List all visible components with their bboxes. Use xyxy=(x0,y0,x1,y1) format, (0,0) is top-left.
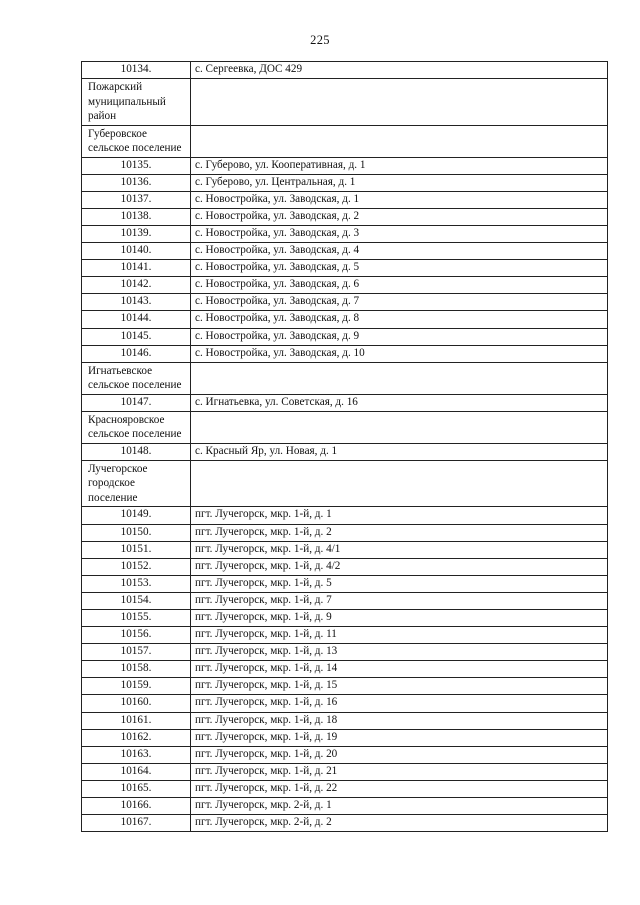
table-row xyxy=(82,678,608,695)
row-number: 10145. xyxy=(82,328,191,345)
table-row xyxy=(82,243,608,260)
row-number: 10143. xyxy=(82,294,191,311)
section-header-row xyxy=(82,362,608,394)
row-address: пгт. Лучегорск, мкр. 1-й, д. 16 xyxy=(191,695,608,712)
section-empty-cell xyxy=(191,125,608,157)
table-row xyxy=(82,695,608,712)
row-number: 10144. xyxy=(82,311,191,328)
row-number: 10165. xyxy=(82,780,191,797)
row-number: 10158. xyxy=(82,661,191,678)
row-address: с. Новостройка, ул. Заводская, д. 4 xyxy=(191,243,608,260)
row-number: 10140. xyxy=(82,243,191,260)
section-label: Лучегорское городское поселение xyxy=(82,460,191,507)
row-number: 10135. xyxy=(82,157,191,174)
row-address: пгт. Лучегорск, мкр. 1-й, д. 19 xyxy=(191,729,608,746)
section-header-row xyxy=(82,79,608,126)
table-row xyxy=(82,815,608,832)
row-number: 10142. xyxy=(82,277,191,294)
section-header-row xyxy=(82,125,608,157)
table-row xyxy=(82,328,608,345)
row-address: с. Новостройка, ул. Заводская, д. 8 xyxy=(191,311,608,328)
row-address: с. Новостройка, ул. Заводская, д. 6 xyxy=(191,277,608,294)
row-number: 10159. xyxy=(82,678,191,695)
table-row xyxy=(82,524,608,541)
table-row xyxy=(82,345,608,362)
table-row xyxy=(82,541,608,558)
table-row xyxy=(82,558,608,575)
section-empty-cell xyxy=(191,79,608,126)
row-address: пгт. Лучегорск, мкр. 1-й, д. 20 xyxy=(191,746,608,763)
row-address: с. Новостройка, ул. Заводская, д. 10 xyxy=(191,345,608,362)
table-row xyxy=(82,157,608,174)
row-address: с. Игнатьевка, ул. Советская, д. 16 xyxy=(191,394,608,411)
table-row xyxy=(82,277,608,294)
table-row xyxy=(82,746,608,763)
row-address: пгт. Лучегорск, мкр. 1-й, д. 5 xyxy=(191,575,608,592)
row-address: пгт. Лучегорск, мкр. 1-й, д. 7 xyxy=(191,592,608,609)
section-header-row xyxy=(82,460,608,507)
row-address: с. Красный Яр, ул. Новая, д. 1 xyxy=(191,443,608,460)
row-address: пгт. Лучегорск, мкр. 1-й, д. 15 xyxy=(191,678,608,695)
row-number: 10155. xyxy=(82,609,191,626)
table-row xyxy=(82,294,608,311)
table-row xyxy=(82,592,608,609)
section-label: Краснояровское сельское поселение xyxy=(82,411,191,443)
table-row xyxy=(82,311,608,328)
row-address: с. Губерово, ул. Кооперативная, д. 1 xyxy=(191,157,608,174)
section-label: Губеровское сельское поселение xyxy=(82,125,191,157)
row-address: пгт. Лучегорск, мкр. 1-й, д. 14 xyxy=(191,661,608,678)
row-address: пгт. Лучегорск, мкр. 1-й, д. 13 xyxy=(191,644,608,661)
row-address: с. Новостройка, ул. Заводская, д. 2 xyxy=(191,208,608,225)
row-address: пгт. Лучегорск, мкр. 1-й, д. 4/2 xyxy=(191,558,608,575)
row-address: с. Новостройка, ул. Заводская, д. 3 xyxy=(191,225,608,242)
section-empty-cell xyxy=(191,362,608,394)
row-number: 10150. xyxy=(82,524,191,541)
table-row xyxy=(82,394,608,411)
row-number: 10151. xyxy=(82,541,191,558)
section-label: Пожарский муниципальный район xyxy=(82,79,191,126)
section-header-row xyxy=(82,411,608,443)
row-number: 10134. xyxy=(82,62,191,79)
table-row xyxy=(82,763,608,780)
page-number: 225 xyxy=(310,33,330,47)
row-number: 10166. xyxy=(82,798,191,815)
table-row xyxy=(82,798,608,815)
row-number: 10149. xyxy=(82,507,191,524)
table-row xyxy=(82,644,608,661)
table-row xyxy=(82,507,608,524)
section-empty-cell xyxy=(191,411,608,443)
row-address: пгт. Лучегорск, мкр. 1-й, д. 18 xyxy=(191,712,608,729)
row-number: 10156. xyxy=(82,627,191,644)
table-row xyxy=(82,712,608,729)
row-number: 10163. xyxy=(82,746,191,763)
row-number: 10141. xyxy=(82,260,191,277)
table-row xyxy=(82,62,608,79)
row-number: 10164. xyxy=(82,763,191,780)
row-number: 10136. xyxy=(82,174,191,191)
row-address: с. Сергеевка, ДОС 429 xyxy=(191,62,608,79)
row-address: пгт. Лучегорск, мкр. 2-й, д. 2 xyxy=(191,815,608,832)
row-number: 10160. xyxy=(82,695,191,712)
row-address: пгт. Лучегорск, мкр. 1-й, д. 11 xyxy=(191,627,608,644)
row-number: 10146. xyxy=(82,345,191,362)
row-number: 10153. xyxy=(82,575,191,592)
row-address: пгт. Лучегорск, мкр. 1-й, д. 21 xyxy=(191,763,608,780)
row-number: 10152. xyxy=(82,558,191,575)
row-number: 10161. xyxy=(82,712,191,729)
row-address: с. Новостройка, ул. Заводская, д. 7 xyxy=(191,294,608,311)
table-row xyxy=(82,627,608,644)
table-row xyxy=(82,609,608,626)
table-row xyxy=(82,208,608,225)
row-address: с. Новостройка, ул. Заводская, д. 5 xyxy=(191,260,608,277)
row-number: 10154. xyxy=(82,592,191,609)
row-address: с. Губерово, ул. Центральная, д. 1 xyxy=(191,174,608,191)
row-number: 10147. xyxy=(82,394,191,411)
row-address: пгт. Лучегорск, мкр. 1-й, д. 4/1 xyxy=(191,541,608,558)
row-number: 10138. xyxy=(82,208,191,225)
table-row xyxy=(82,661,608,678)
row-address: пгт. Лучегорск, мкр. 1-й, д. 1 xyxy=(191,507,608,524)
table-row xyxy=(82,780,608,797)
row-number: 10157. xyxy=(82,644,191,661)
row-number: 10139. xyxy=(82,225,191,242)
table-row xyxy=(82,225,608,242)
row-address: пгт. Лучегорск, мкр. 2-й, д. 1 xyxy=(191,798,608,815)
table-row xyxy=(82,174,608,191)
section-empty-cell xyxy=(191,460,608,507)
row-address: пгт. Лучегорск, мкр. 1-й, д. 9 xyxy=(191,609,608,626)
row-address: с. Новостройка, ул. Заводская, д. 1 xyxy=(191,191,608,208)
row-number: 10137. xyxy=(82,191,191,208)
row-address: пгт. Лучегорск, мкр. 1-й, д. 22 xyxy=(191,780,608,797)
table-row xyxy=(82,443,608,460)
row-number: 10148. xyxy=(82,443,191,460)
table-row xyxy=(82,260,608,277)
row-address: пгт. Лучегорск, мкр. 1-й, д. 2 xyxy=(191,524,608,541)
section-label: Игнатьевское сельское поселение xyxy=(82,362,191,394)
row-number: 10162. xyxy=(82,729,191,746)
registry-table-body xyxy=(82,62,608,832)
table-row xyxy=(82,191,608,208)
address-registry-table xyxy=(81,61,608,832)
row-number: 10167. xyxy=(82,815,191,832)
table-row xyxy=(82,575,608,592)
table-row xyxy=(82,729,608,746)
row-address: с. Новостройка, ул. Заводская, д. 9 xyxy=(191,328,608,345)
